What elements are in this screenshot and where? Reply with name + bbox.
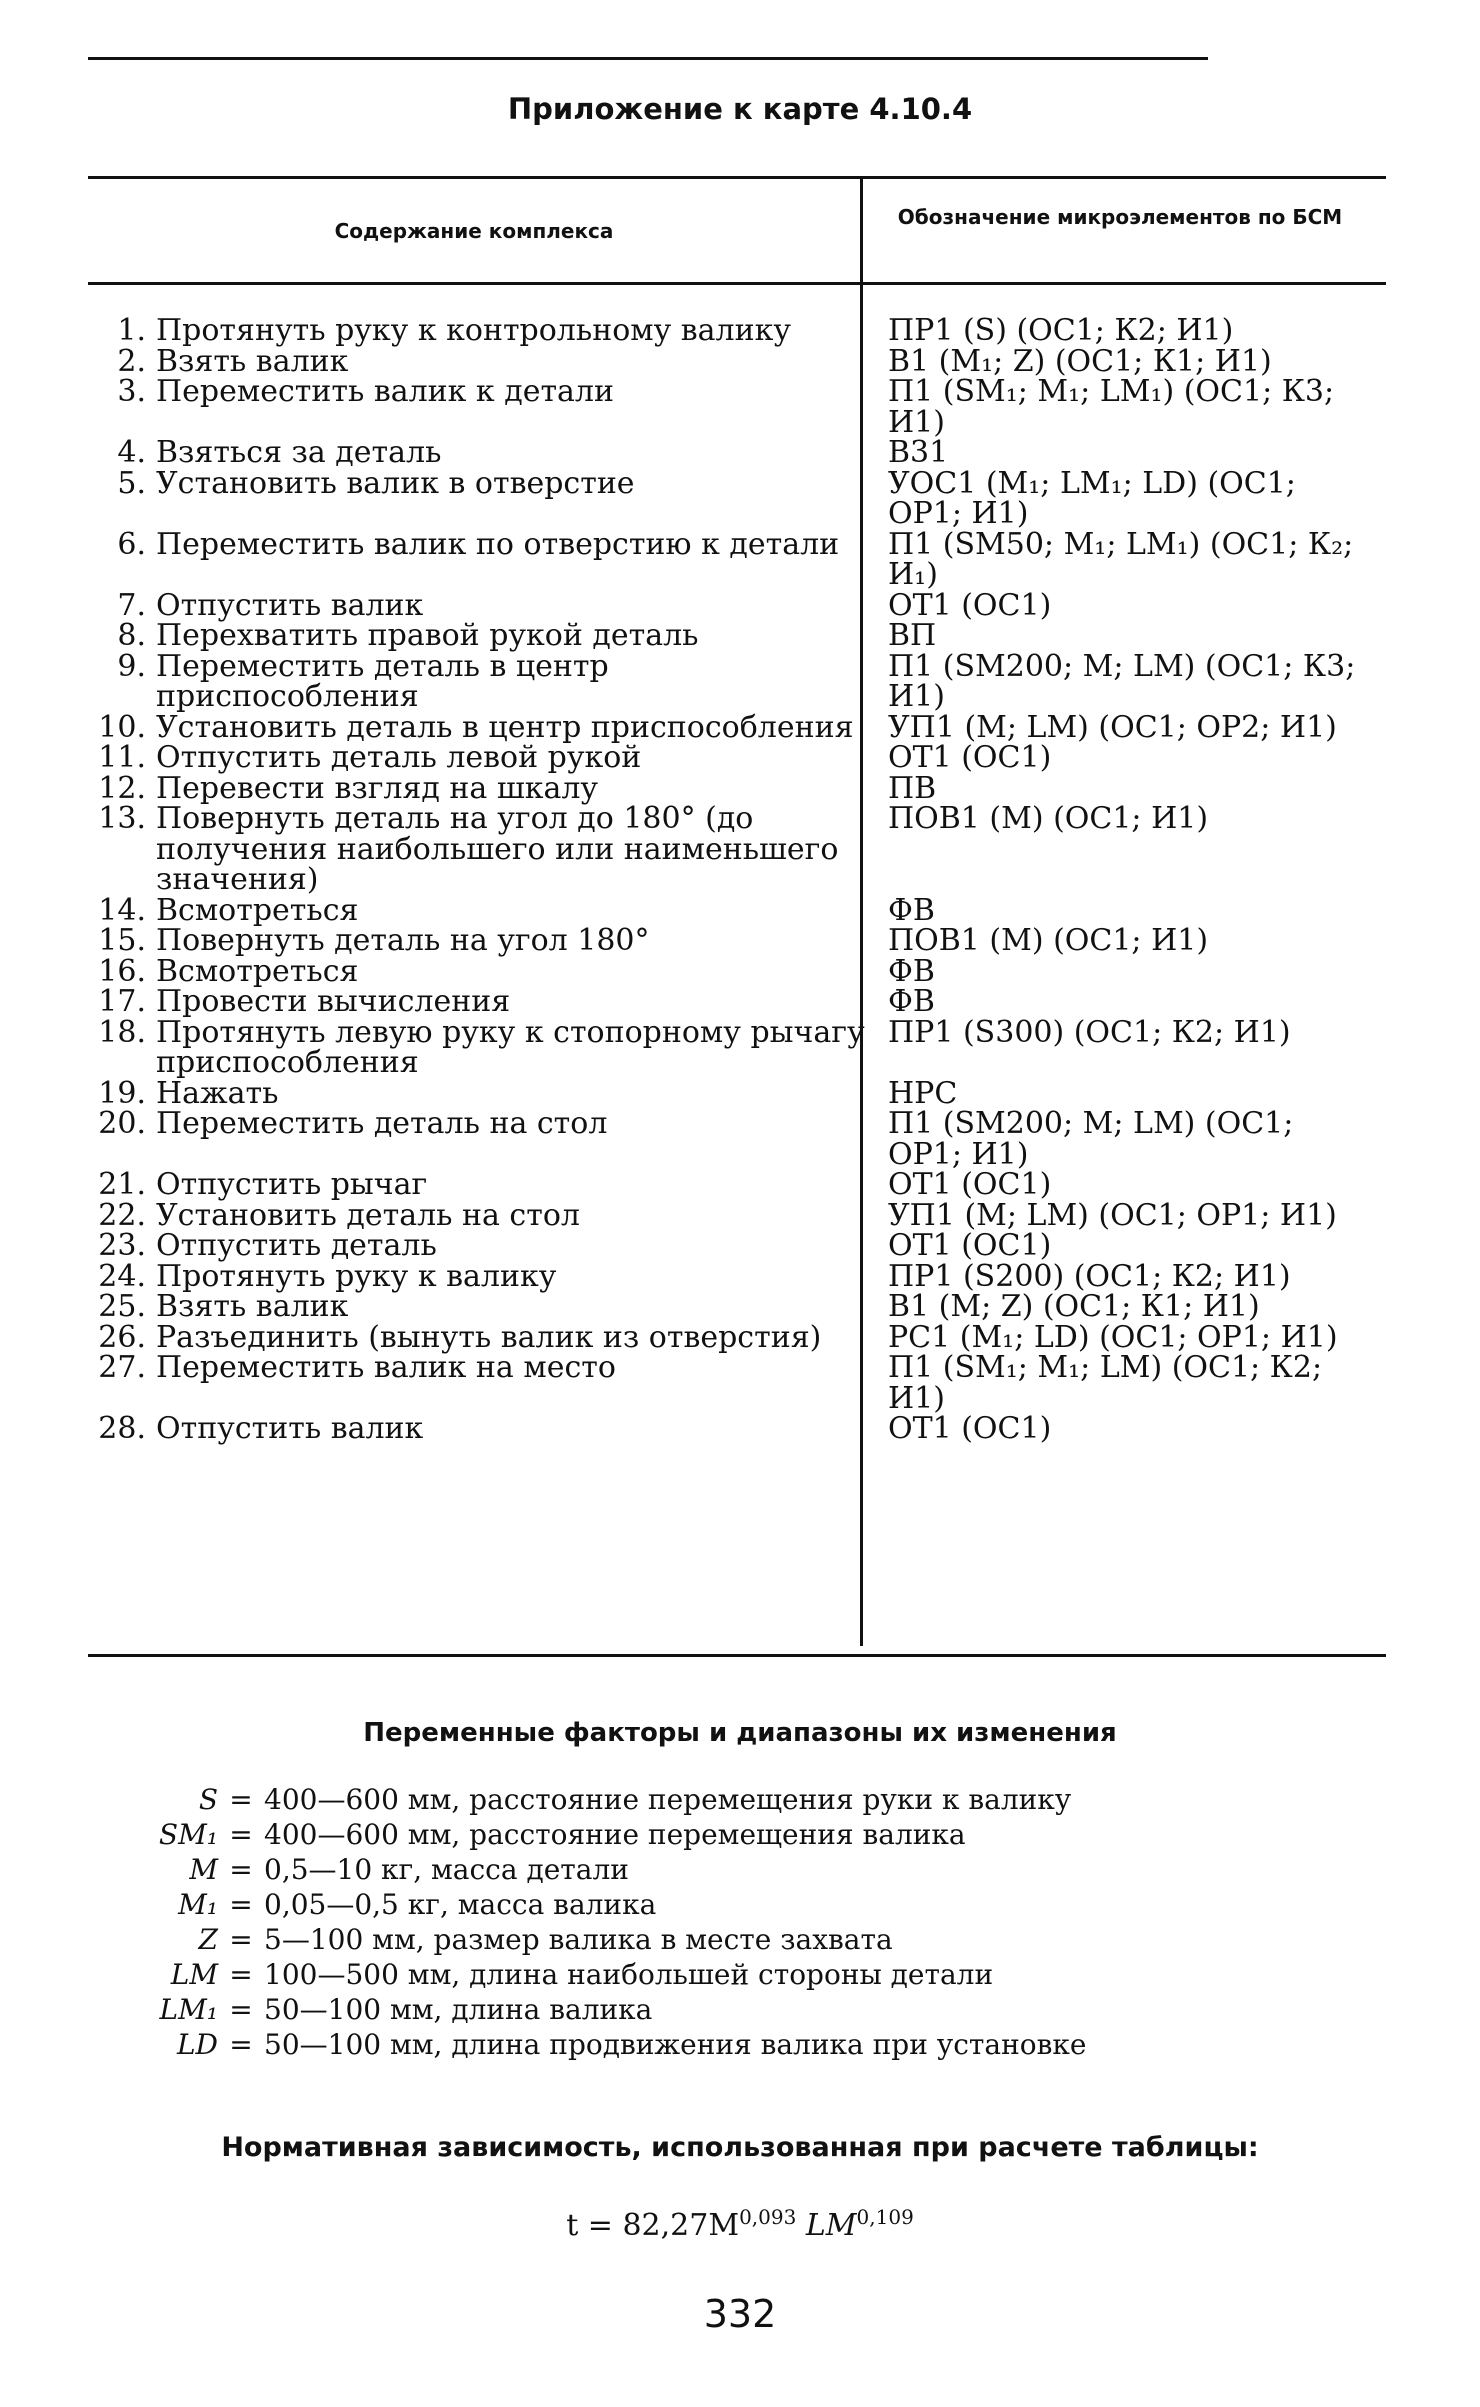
row-code: ОТ1 (ОС1) [888, 587, 1052, 623]
table-row [88, 1289, 1386, 1324]
row-number: 24. [98, 1258, 146, 1294]
row-code: ФВ [888, 953, 935, 989]
row-number: 10. [98, 709, 146, 745]
row-code: В31 [888, 435, 949, 470]
row-content: Переместить валик по отверстию к детали [156, 526, 840, 562]
row-code: ПР1 (S300) (ОС1; К2; И1) [888, 1014, 1291, 1050]
table-row [88, 1167, 1386, 1202]
row-number: 25. [98, 1289, 146, 1324]
factor-symbol: M [189, 1853, 218, 1886]
row-code: ФВ [888, 984, 935, 1019]
row-code: П1 (SM200; M; LM) (ОС1; К3; И1) [888, 648, 1365, 714]
table-row [88, 1014, 1386, 1080]
table-row [88, 465, 1386, 531]
table-row [88, 587, 1386, 623]
factor-symbol: LM [170, 1958, 218, 1991]
row-content: Протянуть руку к валику [156, 1258, 557, 1294]
row-code: ПР1 (S200) (ОС1; К2; И1) [888, 1258, 1291, 1294]
row-content: Всмотреться [156, 892, 359, 928]
formula-base: t = 82,27M [566, 2208, 740, 2243]
row-code: ПОВ1 (M) (ОС1; И1) [888, 923, 1209, 958]
row-content: Всмотреться [156, 953, 359, 989]
row-number: 3. [117, 374, 146, 409]
row-number: 14. [98, 892, 146, 928]
equals-sign: = [229, 1853, 253, 1886]
row-code: П1 (SM200; M; LM) (ОС1; ОР1; И1) [888, 1106, 1303, 1172]
factor-item [40, 2027, 1440, 2062]
row-content: Отпустить деталь [156, 1228, 437, 1263]
factor-symbol: Z [198, 1923, 218, 1956]
row-content: Протянуть руку к контрольному валику [156, 313, 792, 348]
row-content: Установить валик в отверстие [156, 465, 635, 501]
col-header-content: Содержание комплекса [334, 219, 614, 243]
table-bottom-rule [88, 1654, 1386, 1657]
row-code: НРС [888, 1075, 958, 1111]
row-number: 19. [98, 1075, 146, 1111]
row-content: Переместить деталь на стол [156, 1106, 608, 1141]
equals-sign: = [229, 1783, 253, 1816]
col-header-code: Обозначение микроэлементов по БСМ [897, 205, 1343, 229]
table-row [88, 648, 1386, 714]
table-row [88, 1350, 1386, 1416]
factor-symbol: LD [176, 2028, 218, 2061]
row-number: 5. [117, 465, 146, 501]
table-rows [88, 313, 1386, 1446]
row-number: 7. [117, 587, 146, 623]
factor-symbol: SM₁ [158, 1818, 218, 1851]
table-row [88, 1228, 1386, 1263]
row-content: Установить деталь на стол [156, 1197, 580, 1233]
row-content: Провести вычисления [156, 984, 511, 1019]
table-row [88, 709, 1386, 745]
operations-table [88, 176, 1386, 1656]
norm-title: Нормативная зависимость, использованная при расчете таблицы: [221, 2132, 1259, 2163]
row-code: П1 (SM₁; M₁; LM) (ОС1; К2; И1) [888, 1350, 1332, 1416]
factor-description: 50—100 мм, длина валика [264, 1993, 653, 2026]
table-header-rule [88, 282, 1386, 285]
row-number: 27. [98, 1350, 146, 1385]
row-number: 17. [98, 984, 146, 1019]
equals-sign: = [229, 1923, 253, 1956]
factor-symbol: S [198, 1783, 218, 1816]
factor-item [40, 1782, 1440, 1817]
row-content: Повернуть деталь на угол 180° [156, 923, 650, 958]
row-number: 20. [98, 1106, 146, 1141]
row-content: Взять валик [156, 343, 349, 379]
top-rule [88, 57, 1208, 60]
row-code: П1 (SM50; M₁; LM₁) (ОС1; К₂; И₁) [888, 526, 1363, 592]
row-number: 21. [98, 1167, 146, 1202]
table-top-rule [88, 176, 1386, 179]
row-content: Отпустить деталь левой рукой [156, 740, 642, 775]
table-row [88, 374, 1386, 440]
factor-item [40, 1957, 1440, 1992]
factor-description: 400—600 мм, расстояние перемещения руки к валику [264, 1783, 1072, 1816]
row-content: Перехватить правой рукой деталь [156, 618, 699, 653]
table-row [88, 1258, 1386, 1294]
row-content: Взять валик [156, 1289, 349, 1324]
formula-exp2: 0,109 [856, 2205, 914, 2229]
row-code: УП1 (M; LM) (ОС1; ОР1; И1) [888, 1197, 1337, 1233]
row-content: Переместить валик к детали [156, 374, 614, 409]
formula-mid: LM [796, 2208, 857, 2243]
table-row [88, 801, 1386, 897]
row-content: Нажать [156, 1075, 279, 1111]
table-row [88, 740, 1386, 775]
row-code: П1 (SM₁; M₁; LM₁) (ОС1; К3; И1) [888, 374, 1344, 440]
table-row [88, 435, 1386, 470]
table-row [88, 892, 1386, 928]
table-row [88, 526, 1386, 592]
equals-sign: = [229, 1958, 253, 1991]
factor-description: 400—600 мм, расстояние перемещения валика [264, 1818, 966, 1851]
factor-item [40, 1817, 1440, 1852]
row-number: 13. [98, 801, 146, 836]
table-row [88, 953, 1386, 989]
row-number: 6. [117, 526, 146, 562]
row-code: ОТ1 (ОС1) [888, 1228, 1052, 1263]
formula [0, 2205, 1480, 2243]
factor-description: 50—100 мм, длина продвижения валика при установке [264, 2028, 1087, 2061]
row-number: 9. [117, 648, 146, 684]
factor-item [40, 1852, 1440, 1887]
factor-description: 0,05—0,5 кг, масса валика [264, 1888, 657, 1921]
row-number: 4. [117, 435, 146, 470]
table-row [88, 618, 1386, 653]
factors-list [40, 1782, 1440, 2062]
equals-sign: = [229, 2028, 253, 2061]
row-number: 12. [98, 770, 146, 806]
factor-description: 100—500 мм, длина наибольшей стороны детали [264, 1958, 994, 1991]
row-content: Отпустить валик [156, 1411, 424, 1446]
row-number: 18. [98, 1014, 146, 1050]
factor-description: 5—100 мм, размер валика в месте захвата [264, 1923, 893, 1956]
row-number: 22. [98, 1197, 146, 1233]
row-number: 28. [98, 1411, 146, 1446]
row-number: 26. [98, 1319, 146, 1355]
factor-symbol: M₁ [178, 1888, 218, 1921]
row-content: Повернуть деталь на угол до 180° (до получения наибольшего или наименьшего значения) [156, 801, 839, 897]
row-content: Установить деталь в центр приспособления [156, 709, 854, 745]
equals-sign: = [229, 1818, 253, 1851]
row-code: ОТ1 (ОС1) [888, 740, 1052, 775]
row-code: ВП [888, 618, 937, 653]
row-content: Отпустить рычаг [156, 1167, 428, 1202]
row-code: ОТ1 (ОС1) [888, 1167, 1052, 1202]
equals-sign: = [229, 1993, 253, 2026]
factors-title: Переменные факторы и диапазоны их изменения [363, 1718, 1117, 1748]
row-code: УП1 (M; LM) (ОС1; ОР2; И1) [888, 709, 1337, 745]
row-code: В1 (M₁; Z) (ОС1; К1; И1) [888, 343, 1272, 379]
table-row [88, 923, 1386, 958]
factor-symbol: LM₁ [159, 1993, 218, 2026]
row-number: 2. [117, 343, 146, 379]
row-code: УОС1 (M₁; LM₁; LD) (ОС1; ОР1; И1) [888, 465, 1306, 531]
table-row [88, 1197, 1386, 1233]
row-content: Взяться за деталь [156, 435, 442, 470]
page-number: 332 [703, 2292, 777, 2336]
row-code: ПОВ1 (M) (ОС1; И1) [888, 801, 1209, 836]
factor-description: 0,5—10 кг, масса детали [264, 1853, 629, 1886]
row-number: 1. [117, 313, 146, 348]
appendix-title: Приложение к карте 4.10.4 [507, 92, 973, 126]
row-code: В1 (M; Z) (ОС1; К1; И1) [888, 1289, 1260, 1324]
factor-item [40, 1992, 1440, 2027]
row-code: ПР1 (S) (ОС1; К2; И1) [888, 313, 1234, 348]
formula-exp1: 0,093 [739, 2205, 797, 2229]
factor-item [40, 1922, 1440, 1957]
row-content: Переместить деталь в центр приспособления [156, 648, 609, 714]
table-row [88, 1411, 1386, 1446]
table-row [88, 770, 1386, 806]
table-row [88, 1319, 1386, 1355]
table-row [88, 313, 1386, 348]
row-code: ПВ [888, 770, 937, 806]
row-content: Разъединить (вынуть валик из отверстия) [156, 1319, 822, 1355]
row-number: 16. [98, 953, 146, 989]
factor-item [40, 1887, 1440, 1922]
row-code: ФВ [888, 892, 935, 928]
row-code: ОТ1 (ОС1) [888, 1411, 1052, 1446]
row-content: Отпустить валик [156, 587, 424, 623]
row-content: Перевести взгляд на шкалу [156, 770, 599, 806]
table-row [88, 1075, 1386, 1111]
table-row [88, 1106, 1386, 1172]
equals-sign: = [229, 1888, 253, 1921]
table-row [88, 343, 1386, 379]
row-content: Переместить валик на место [156, 1350, 616, 1385]
row-number: 8. [117, 618, 146, 653]
row-code: РС1 (M₁; LD) (ОС1; ОР1; И1) [888, 1319, 1338, 1355]
row-content: Протянуть левую руку к стопорному рычагу приспособления [156, 1014, 865, 1080]
row-number: 11. [98, 740, 146, 775]
row-number: 23. [98, 1228, 146, 1263]
table-row [88, 984, 1386, 1019]
row-number: 15. [98, 923, 146, 958]
